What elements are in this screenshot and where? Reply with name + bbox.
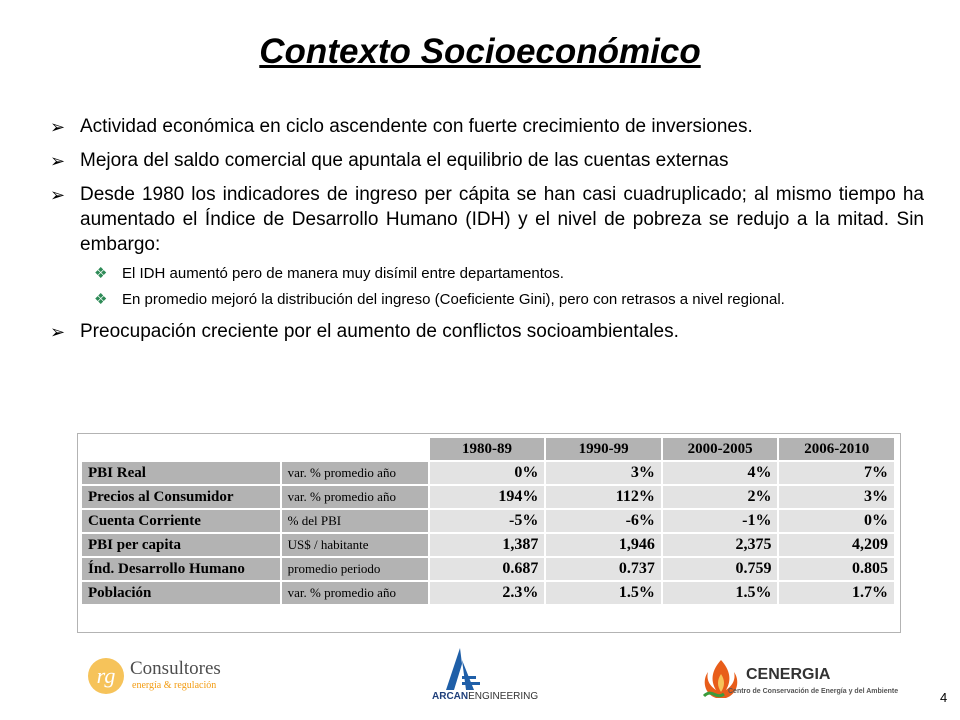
- table-cell: 4%: [662, 461, 779, 485]
- indicator-label: Precios al Consumidor: [81, 485, 281, 509]
- period-header: 1990-99: [545, 437, 662, 461]
- bullet-list: [50, 114, 924, 353]
- arcan-suffix: ENGINEERING: [468, 691, 539, 702]
- bullet-item: [50, 114, 924, 139]
- table-corner-cell: [81, 437, 429, 461]
- page-number: 4: [940, 690, 948, 705]
- table-row: [81, 485, 895, 509]
- indicator-label: Población: [81, 581, 281, 605]
- indicator-unit: US$ / habitante: [281, 533, 429, 557]
- cenergia-logo: [698, 656, 898, 706]
- bullet-text: Desde 1980 los indicadores de ingreso per cápita se han casi cuadruplicado; al mismo tiempo ha aumentado el Índice de Desarrollo Humano (IDH) y el nivel de pobreza se redujo a la mitad. Sin embargo:: [80, 184, 924, 255]
- table-cell: 1.5%: [545, 581, 662, 605]
- indicator-label: PBI per capita: [81, 533, 281, 557]
- table-cell: 0.687: [429, 557, 546, 581]
- table-cell: 1.7%: [778, 581, 895, 605]
- diamond-bullet-icon: ❖: [94, 265, 108, 282]
- arcan-logo-mark-icon: [432, 646, 492, 692]
- indicator-unit: % del PBI: [281, 509, 429, 533]
- rg-name: Consultores: [130, 658, 221, 679]
- table-cell: 0.737: [545, 557, 662, 581]
- table-cell: 3%: [778, 485, 895, 509]
- table-cell: 4,209: [778, 533, 895, 557]
- table-cell: 0%: [778, 509, 895, 533]
- table-cell: 0.759: [662, 557, 779, 581]
- table-cell: 112%: [545, 485, 662, 509]
- table-cell: 2,375: [662, 533, 779, 557]
- table-cell: 0.805: [778, 557, 895, 581]
- table-header-row: [81, 437, 895, 461]
- indicator-unit: promedio periodo: [281, 557, 429, 581]
- indicator-unit: var. % promedio año: [281, 461, 429, 485]
- bullet-item: [50, 148, 924, 173]
- table-row: [81, 461, 895, 485]
- rg-initials: rg: [96, 663, 116, 688]
- slide-title: Contexto Socioeconómico: [259, 32, 701, 71]
- indicator-unit: var. % promedio año: [281, 581, 429, 605]
- arrow-bullet-icon: ➢: [50, 151, 66, 171]
- table-row: [81, 509, 895, 533]
- table-cell: -6%: [545, 509, 662, 533]
- table-cell: 1,387: [429, 533, 546, 557]
- table-row: [81, 581, 895, 605]
- table-row: [81, 557, 895, 581]
- arrow-bullet-icon: ➢: [50, 117, 66, 137]
- bullet-text: Actividad económica en ciclo ascendente con fuerte crecimiento de inversiones.: [80, 116, 753, 137]
- bullet-item: [50, 182, 924, 257]
- table-cell: -5%: [429, 509, 546, 533]
- cenergia-name: CENERGIA: [746, 666, 831, 683]
- table-cell: 2.3%: [429, 581, 546, 605]
- table-cell: 2%: [662, 485, 779, 509]
- arrow-bullet-icon: ➢: [50, 322, 66, 342]
- indicator-label: Cuenta Corriente: [81, 509, 281, 533]
- period-header: 2000-2005: [662, 437, 779, 461]
- table-cell: 1.5%: [662, 581, 779, 605]
- table-cell: 7%: [778, 461, 895, 485]
- sub-bullet-item: [50, 289, 924, 310]
- period-header: 2006-2010: [778, 437, 895, 461]
- sub-bullet-text: El IDH aumentó pero de manera muy disímil entre departamentos.: [122, 265, 564, 282]
- rg-logo-mark-icon: [84, 656, 130, 696]
- indicator-label: Índ. Desarrollo Humano: [81, 557, 281, 581]
- cenergia-tagline: Centro de Conservación de Energía y del Ambiente: [728, 688, 899, 695]
- indicator-label: PBI Real: [81, 461, 281, 485]
- indicators-table: [80, 436, 896, 606]
- period-header: 1980-89: [429, 437, 546, 461]
- sub-bullet-text: En promedio mejoró la distribución del ingreso (Coeficiente Gini), pero con retrasos a nivel regional.: [122, 291, 785, 308]
- arcan-wordmark: [432, 691, 538, 702]
- arrow-bullet-icon: ➢: [50, 185, 66, 205]
- table-cell: 3%: [545, 461, 662, 485]
- table-cell: 0%: [429, 461, 546, 485]
- bullet-text: Mejora del saldo comercial que apuntala el equilibrio de las cuentas externas: [80, 150, 729, 171]
- diamond-bullet-icon: ❖: [94, 291, 108, 308]
- table-cell: 194%: [429, 485, 546, 509]
- rg-tagline: energía & regulación: [132, 680, 217, 691]
- sub-bullet-item: [50, 263, 924, 284]
- indicator-unit: var. % promedio año: [281, 485, 429, 509]
- bullet-item: [50, 319, 924, 344]
- bullet-text: Preocupación creciente por el aumento de conflictos socioambientales.: [80, 321, 679, 342]
- table-row: [81, 533, 895, 557]
- arcan-name: ARCAN: [432, 691, 469, 702]
- cenergia-flame-icon: [698, 656, 744, 702]
- table-cell: 1,946: [545, 533, 662, 557]
- table-cell: -1%: [662, 509, 779, 533]
- arcan-engineering-logo: [424, 646, 544, 706]
- rg-consultores-logo: [84, 656, 254, 696]
